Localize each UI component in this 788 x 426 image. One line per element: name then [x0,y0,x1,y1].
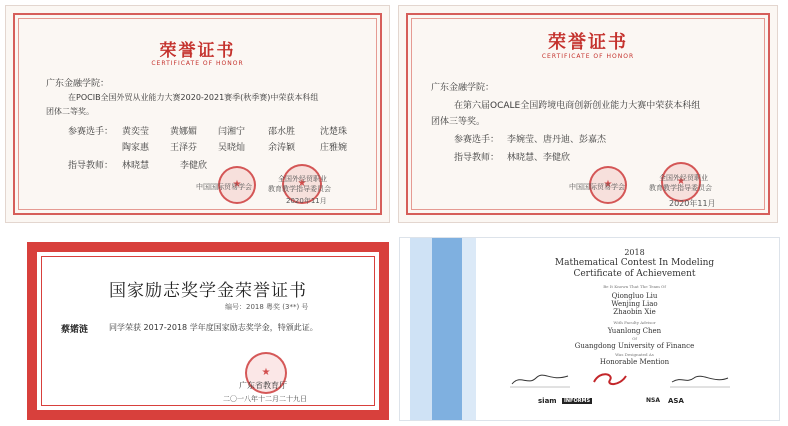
school-name: Guangdong University of Finance [574,342,695,350]
issue-date: 2020年11月 [286,197,327,205]
of-label: Of [632,336,637,341]
member-name: 王泽芬 [170,143,198,153]
award-name: Honorable Mention [599,358,670,366]
member-name: 黄娜媚 [170,127,198,137]
certificate-year: 2018 [624,248,645,257]
recipient-name: 蔡婼涟 [61,325,89,335]
member-name: 闫湘宁 [218,127,246,137]
certificate-4 [399,237,780,421]
member-names: 李婉莹、唐丹迪、彭嘉杰 [507,135,607,145]
issue-date: 二〇一八年十二月二十九日 [223,395,307,403]
signature [590,370,630,388]
teacher-names: 林晓慧、李健欣 [507,153,571,163]
informs-logo: INFORMS [564,398,591,404]
certificate-subtitle: CERTIFICATE OF HONOR [151,60,244,67]
certificate-2 [398,5,778,223]
certificate-1 [5,5,390,223]
issuer-name: 中国国际贸易学会 [196,183,252,191]
issuer-name: 中国国际贸易学会 [569,183,625,191]
recipient: 广东金融学院： [46,79,110,89]
certificate-title: 荣誉证书 [159,41,236,61]
teacher-label: 指导教师： [454,153,500,163]
member-name: 庄雅婉 [320,143,348,153]
member-name: 邵水胜 [268,127,296,137]
body-text: 团体三等奖。 [431,117,486,127]
body-text: 在第六届OCALE全国跨境电商创新创业能力大赛中荣获本科组 [454,101,701,111]
decorative-stripe [410,238,432,420]
issue-date: 2020年11月 [669,199,716,208]
siam-logo: siam [538,397,557,405]
teacher-label: 指导教师： [68,161,114,171]
team-member: Qiongluo Liu [611,292,658,300]
recipient: 广东金融学院： [431,83,495,93]
body-text: 在POCIB全国外贸从业能力大赛2020-2021赛季(秋季赛)中荣获本科组 [68,93,319,102]
designated-label: Was Designated As [615,352,654,357]
team-member: Wenjing Liao [611,300,658,308]
teacher-name: 林晓慧 [122,161,150,171]
member-name: 沈楚珠 [320,127,348,137]
member-name: 黄奕莹 [122,127,150,137]
issuer-name: 教育教学指导委员会 [268,185,331,193]
issuer-name: 全国外经贸职业 [659,174,708,182]
members-label: 参赛选手： [454,135,500,145]
certificate-subtitle: Certificate of Achievement [573,269,696,279]
advisor-name: Yuanlong Chen [607,327,662,335]
teacher-name: 李健欣 [180,161,208,171]
certificate-3 [27,242,389,420]
certificate-title: 国家励志奖学金荣誉证书 [109,281,307,301]
member-name: 余涛颖 [268,143,296,153]
nsa-logo: NSA [646,397,660,404]
team-member: Zhaobin Xie [613,308,656,316]
advisor-label: With Faculty Advisor [613,320,656,325]
asa-logo: ASA [668,397,684,405]
member-name: 吴晓灿 [218,143,246,153]
body-text: 同学荣获 2017-2018 学年度国家励志奖学金，特颁此证。 [109,323,318,332]
decorative-stripe [462,238,476,420]
decorative-stripe [432,238,462,420]
intro-text: Be It Known That The Team Of [603,284,666,289]
issuer-name: 教育教学指导委员会 [649,184,712,192]
issuer-name: 全国外经贸职业 [278,175,327,183]
certificate-title: 荣誉证书 [548,32,628,53]
members-label: 参赛选手： [68,127,114,137]
member-name: 陶家惠 [122,143,150,153]
certificate-number: 编号：2018 粤奖 (3**) 号 [225,303,309,311]
body-text: 团体二等奖。 [46,107,94,116]
issuer-name: 广东省教育厅 [239,381,287,390]
certificate-subtitle: CERTIFICATE OF HONOR [541,53,635,60]
signature [510,372,570,388]
signature [670,372,730,388]
certificate-title: Mathematical Contest In Modeling [554,258,715,268]
